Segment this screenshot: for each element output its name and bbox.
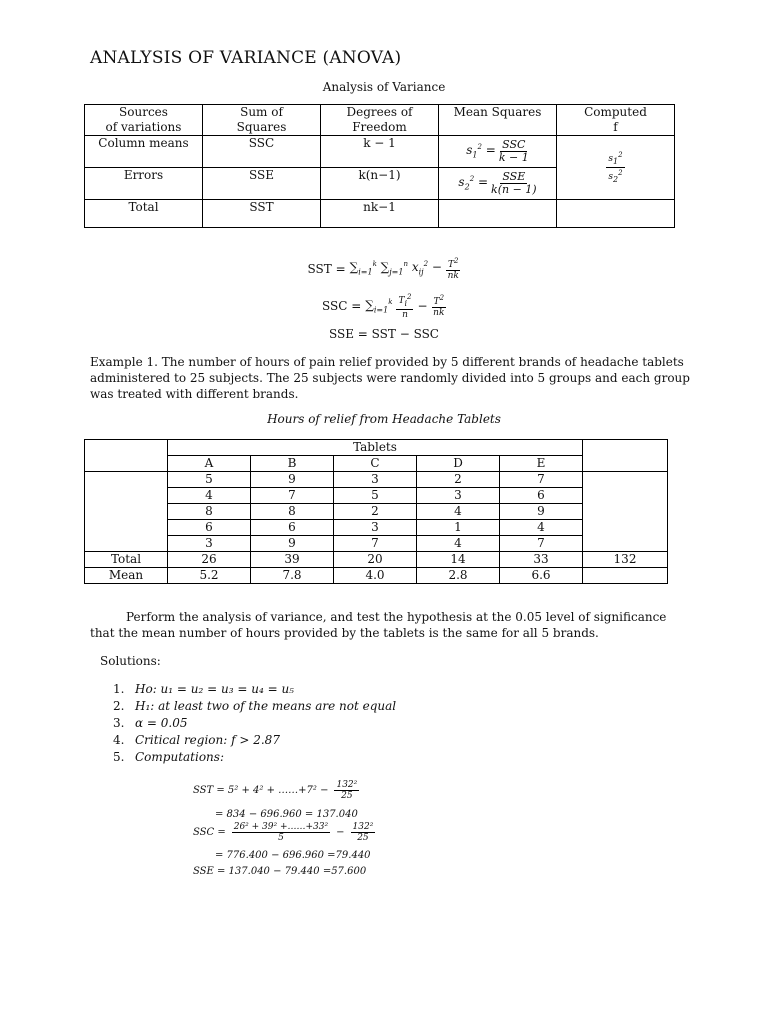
col-header: C (334, 456, 417, 472)
table-row: 8 8 2 4 9 (85, 504, 668, 520)
row-total-source: Total (85, 200, 203, 228)
ssc-formula: SSC = $\sum_{i=1}^k$ $\frac{T_i^2}{n}$ − $\frac{T^2}{nk}$ (321, 293, 445, 320)
example-text: Example 1. The number of hours of pain relief provided by 5 different brands of headache tablets administered to 25 subjects. The 25 subjects were randomly divided into 5 groups and each group was treated with different brands. (90, 355, 690, 401)
data-table (84, 439, 668, 584)
header-sum-of-squares: Sum of Squares (203, 105, 321, 136)
list-item: 2. H₁: at least two of the means are not equal (113, 699, 397, 713)
table-row: 4 7 5 3 6 (85, 488, 668, 504)
row-column-means-ss: SSC (203, 136, 321, 168)
col-header: D (417, 456, 500, 472)
header-degrees-of-freedom: Degrees of Freedom (321, 105, 439, 136)
row-column-means-ms: $s_1^2$ = $\frac{\text{SSC}}{k - 1}$ (439, 136, 557, 168)
grand-total: 132 (583, 552, 668, 568)
table-row: 6 6 3 1 4 (85, 520, 668, 536)
header-computed-f: Computed f (557, 105, 675, 136)
anova-table (84, 104, 675, 228)
list-item: 3. α = 0.05 (113, 716, 188, 730)
computed-f-cell: $\frac{s_1^2}{s_2^2}$ (557, 136, 675, 200)
row-column-means-df: k − 1 (321, 136, 439, 168)
header-mean-squares: Mean Squares (439, 105, 557, 136)
table-caption: Analysis of Variance (322, 80, 446, 94)
solutions-label: Solutions: (100, 654, 161, 668)
row-errors-source: Errors (85, 168, 203, 200)
ssc-result: = 776.400 − 696.960 =79.440 (215, 850, 371, 861)
data-table-caption: Hours of relief from Headache Tablets (267, 412, 501, 426)
sst-formula: SST = $\sum_{i=1}^k$ $\sum_{j=1}^n$ $x_{ij}^2$ − $\frac{T^2}{nk}$ (307, 257, 459, 281)
row-column-means-source: Column means (85, 136, 203, 168)
sse-computation: SSE = 137.040 − 79.440 =57.600 (193, 866, 367, 877)
row-total-ss: SST (203, 200, 321, 228)
row-errors-ss: SSE (203, 168, 321, 200)
row-errors-ms: $s_2^2$ = $\frac{\text{SSE}}{k(n - 1)}$ (439, 168, 557, 200)
means-row: Mean 5.2 7.8 4.0 2.8 6.6 (85, 568, 668, 584)
col-header: B (251, 456, 334, 472)
list-item: 5. Computations: (113, 750, 224, 764)
ssc-computation: SSC = $\frac{\text{26² + 39² +……+33²}}{5}$ − $\frac{\text{132²}}{25}$ (193, 822, 374, 843)
col-header: E (500, 456, 583, 472)
table-row: 3 9 7 4 7 (85, 536, 668, 552)
page-title: ANALYSIS OF VARIANCE (ANOVA) (90, 48, 402, 68)
list-item: 1. Ho: u₁ = u₂ = u₃ = u₄ = u₅ (113, 682, 294, 696)
sst-result: = 834 − 696.960 = 137.040 (215, 809, 358, 820)
sse-formula: SSE = SST − SSC (328, 327, 439, 341)
sst-computation: SST = 5² + 4² + ……+7² − $\frac{\text{132²}}{25}$ (193, 780, 358, 801)
row-errors-df: k(n−1) (321, 168, 439, 200)
table-row: 5 9 3 2 7 (85, 472, 668, 488)
instruction-text: Perform the analysis of variance, and test the hypothesis at the 0.05 level of significance that the mean number of hours provided by the tablets is the same for all 5 brands. (90, 610, 667, 640)
steps-list (113, 681, 396, 766)
totals-row: Total 26 39 20 14 33 132 (85, 552, 668, 568)
header-sources: Sources of variations (85, 105, 203, 136)
group-header: Tablets (168, 440, 583, 456)
list-item: 4. Critical region: f > 2.87 (113, 733, 280, 747)
col-header: A (168, 456, 251, 472)
row-total-df: nk−1 (321, 200, 439, 228)
